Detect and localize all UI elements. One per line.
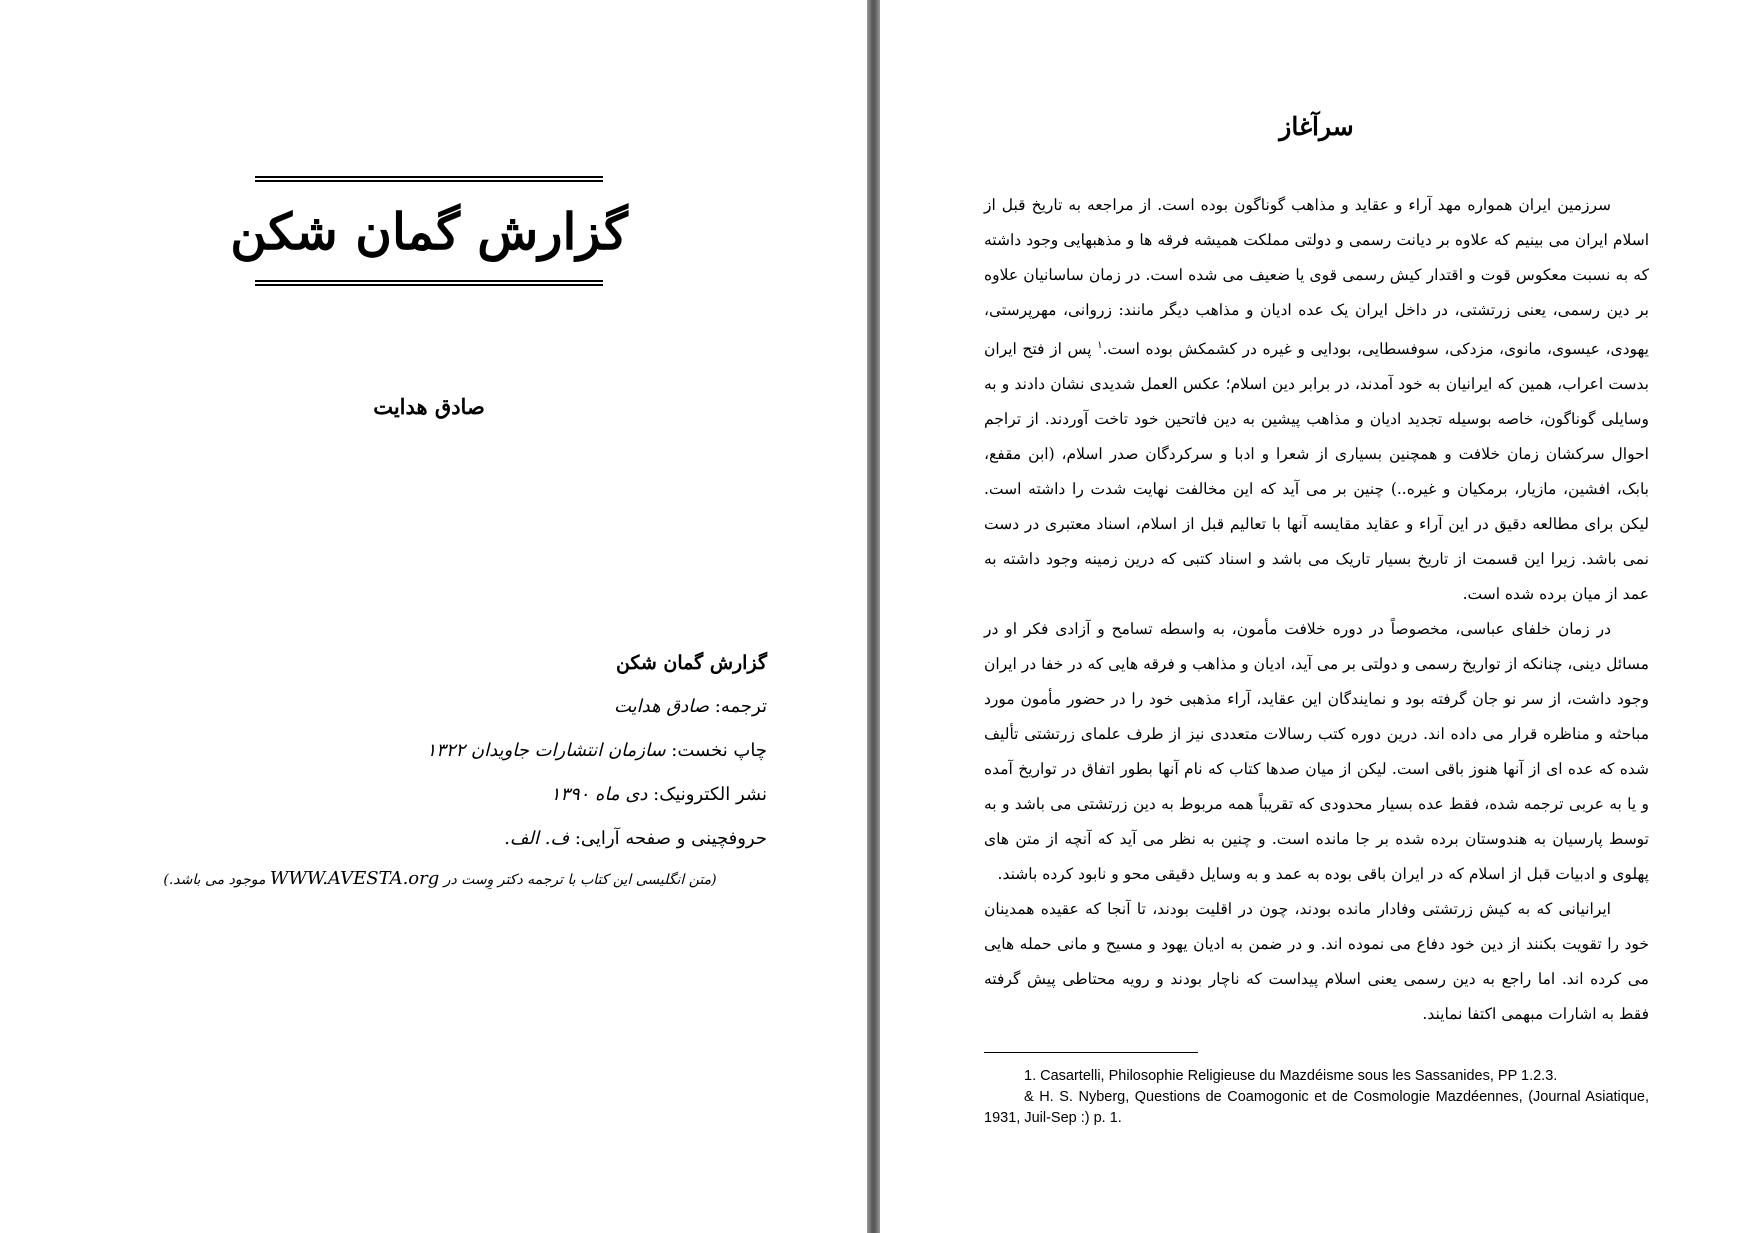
note-close: موجود می باشد.) xyxy=(163,872,266,888)
paragraph-1 xyxy=(984,188,1649,612)
first-print-value: سازمان انتشارات جاویدان ۱۳۲۲ xyxy=(426,740,666,761)
colophon xyxy=(380,648,767,868)
title-frame xyxy=(230,176,628,286)
note-open: (متن انگلیسی این کتاب با ترجمه دکتر وِست در xyxy=(443,872,717,888)
footnotes xyxy=(984,1066,1649,1129)
typesetting-label: حروفچینی و صفحه آرایی: xyxy=(574,828,767,849)
colophon-book-title: گزارش گمان شکن xyxy=(615,652,767,674)
book-gutter xyxy=(867,0,880,1233)
right-page xyxy=(880,0,1753,1233)
footnote-1: 1. Casartelli, Philosophie Religieuse du Mazdéisme sous les Sassanides, PP 1.2.3. xyxy=(1024,1068,1558,1084)
chapter-heading: سرآغاز xyxy=(1279,112,1354,141)
body-text xyxy=(984,188,1649,1032)
left-page xyxy=(0,0,867,1233)
translation-label: ترجمه: xyxy=(714,696,767,717)
colophon-typesetting xyxy=(380,824,767,868)
electronic-label: نشر الکترونیک: xyxy=(653,784,767,805)
author-name: صادق هدایت xyxy=(373,394,485,419)
paragraph-1-part-a: سرزمین ایران همواره مهد آراء و عقاید و مذاهب گوناگون بوده است. از مراجعه به تاریخ قبل از اسلام ایران می بینیم که علاوه بر دیانت رسمی و دولتی مملکت همیشه فرقه ها و مذهبهایی وجود داشته که به نسبت معکوس قوت و اقتدار کیش رسمی قوی یا ضعیف می شده است. در زمان ساسانیان علاوه بر دین رسمی، یعنی زرتشتی، در داخل ایران یک عده ادیان و مذاهب دیگر مانند: زروانی، مهرپرستی، یهودی، عیسوی، مانوی، مزدکی، سوفسطایی، بودایی و غیره در کشمکش بوده است. xyxy=(984,196,1649,359)
paragraph-1-part-b: پس از فتح ایران بدست اعراب، همین که ایرانیان به خود آمدند، در برابر دین اسلام؛ عکس العمل شدیدی نشان دادند و به وسایلی گوناگون، خاصه بوسیله تجدید ادیان و مذاهب پیشین به دین فاتحین خود تاخت آوردند. از تراجم احوال سرکشان زمان خلافت و همچنین بسیاری از شعرا و ادبا و سرکردگان صدر اسلام، (ابن مقفع، بابک، افشین، مازیار، برمکیان و غیره..) چنین بر می آید که این مخالفت نهایت شدت را داشته است. لیکن برای مطالعه دقیق در این آراء و عقاید مقایسه آنها با تعالیم قبل از اسلام، اسناد معتبری در دست نمی باشد. زیرا این قسمت از تاریخ بسیار تاریک می باشد و اسناد کتبی که درین زمینه وجود داشته به عمد از میان برده شده است. xyxy=(984,340,1649,604)
footnote-2: & H. S. Nyberg, Questions de Coamogonic et de Cosmologie Mazdéennes, (Journal Asiatique, 1931, Juil-Sep :) p. 1. xyxy=(984,1089,1649,1126)
electronic-value: دی ماه ۱۳۹۰ xyxy=(550,784,648,805)
footnote-mark: ۱ xyxy=(1097,340,1103,351)
paragraph-3: ایرانیانی که به کیش زرتشتی وفادار مانده بودند، چون در اقلیت بودند، تا آنجا که عقیده همدینان خود را تقویت بکنند از دین خود دفاع می نموده اند. و در ضمن به ادیان یهود و مسیح و مانی حمله هایی می کرده اند. اما راجع به دین رسمی یعنی اسلام پیداست که ناچار بودند و رویه محتاطی پیش گرفته فقط به اشارات مبهمی اکتفا نمایند. xyxy=(984,900,1649,1024)
colophon-electronic xyxy=(380,780,767,824)
first-print-label: چاپ نخست: xyxy=(671,740,767,761)
colophon-translation xyxy=(380,692,767,736)
note-site: WWW.AVESTA.org xyxy=(269,868,440,889)
colophon-note xyxy=(140,868,740,889)
typesetting-value: ف. الف. xyxy=(504,828,570,849)
colophon-first-print xyxy=(380,736,767,780)
translation-value: صادق هدایت xyxy=(613,696,710,717)
paragraph-2: در زمان خلفای عباسی، مخصوصاً در دوره خلافت مأمون، به واسطه تسامح و آزادی فکر او در مسائل دینی، چنانکه از تواریخ رسمی و دولتی بر می آید، ادیان و مذاهب و فرقه هایی که در خفا در ایران وجود داشت، از سر نو جان گرفته بود و نمایندگان این عقاید، آراء مذهبی خود را در حضور مأمون مورد مباحثه و مناظره قرار می داده اند. درین دوره کتب رسالات متعددی نیز از طرف علمای زرتشتی تألیف شده که عده ای از آنها هنوز باقی است. لیکن از میان صدها کتاب که نام آنها بطور اتفاق در تواریخ آمده و یا به عربی ترجمه شده، فقط عده بسیار محدودی که تقریباً همه مربوط به دین زرتشتی می باشد و به توسط پارسیان به هندوستان برده شده بر جا مانده است. و چنین به نظر می آید که آنچه از متن های پهلوی و ادبیات قبل از اسلام که در ایران باقی بوده به عمد و به وسایل دقیقی محو و نابود کرده باشند. xyxy=(984,620,1649,884)
book-title: گزارش گمان شکن xyxy=(230,201,628,261)
footnote-divider xyxy=(984,1052,1198,1053)
